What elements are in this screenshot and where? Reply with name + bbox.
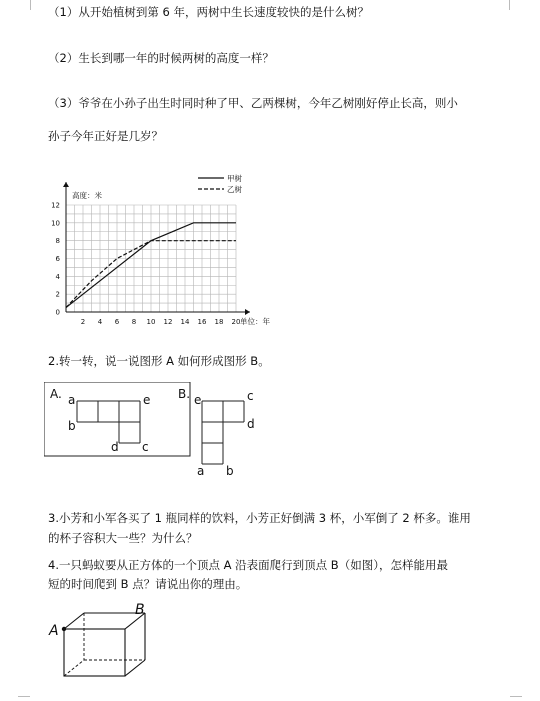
- x-tick-label: 16: [197, 318, 207, 326]
- corner-mark: [18, 696, 30, 697]
- y-tick-label: 0: [55, 308, 60, 317]
- legend-label: 甲树: [227, 174, 242, 183]
- x-tick-label: 6: [114, 318, 120, 326]
- figure-b-point: a: [197, 464, 205, 478]
- figure-a-shape: [77, 401, 140, 443]
- question-2: （2）生长到哪一年的时候两树的高度一样？: [48, 51, 274, 65]
- figure-a-title: A.: [50, 387, 62, 401]
- figure-b-point: e: [194, 393, 202, 407]
- x-tick-label: 18: [214, 318, 224, 326]
- figure-b-shape: [202, 401, 244, 464]
- figure-a-point: b: [68, 419, 76, 433]
- legend-label: 乙树: [227, 185, 242, 194]
- figure-b-title: B.: [178, 387, 191, 401]
- x-tick-label: 8: [131, 318, 137, 326]
- figure-a-point: c: [142, 440, 149, 454]
- figure-b-point: b: [226, 464, 234, 478]
- x-tick-label: 4: [97, 318, 103, 326]
- rotation-figures: [44, 382, 274, 482]
- vertex-b-label: B: [135, 602, 145, 618]
- figure-b-point: d: [247, 417, 255, 431]
- x-tick-label: 20: [231, 318, 241, 326]
- x-tick-label: 12: [163, 318, 173, 326]
- y-tick-label: 6: [55, 255, 60, 263]
- y-axis-label: 高度：米: [72, 191, 102, 200]
- corner-mark: [510, 696, 522, 697]
- corner-mark: [30, 0, 31, 10]
- vertex-a: [62, 627, 66, 631]
- y-tick-label: 2: [55, 290, 60, 299]
- corner-mark: [509, 0, 510, 10]
- question-cups-line-2: 的杯子容积大一些？为什么？: [48, 531, 198, 545]
- y-axis-arrow: [63, 182, 69, 187]
- figure-b-point: c: [247, 389, 254, 403]
- x-tick-label: 10: [146, 318, 156, 326]
- question-3-line-2: 孙子今年正好是几岁？: [48, 129, 163, 143]
- question-ant-line-2: 短的时间爬到 B 点？请说出你的理由。: [48, 577, 248, 591]
- question-rotate: 2.转一转，说一说图形 A 如何形成图形 B。: [48, 354, 270, 368]
- x-axis-label: 单位：年: [240, 317, 270, 326]
- cube-figure: [44, 600, 154, 680]
- x-tick-label: 14: [180, 318, 190, 326]
- tree-height-chart: [40, 170, 280, 330]
- question-ant-line-1: 4.一只蚂蚁要从正方体的一个顶点 A 沿表面爬行到顶点 B（如图），怎样能用最: [48, 558, 448, 572]
- y-tick-label: 10: [51, 219, 60, 228]
- y-tick-label: 12: [51, 201, 60, 210]
- question-3-line-1: （3）爷爷在小孙子出生时同时种了甲、乙两棵树，今年乙树刚好停止长高，则小: [48, 96, 458, 110]
- figure-a-point: e: [143, 393, 151, 407]
- question-1: （1）从开始植树到第 6 年，两树中生长速度较快的是什么树？: [48, 5, 369, 19]
- y-tick-label: 8: [55, 237, 60, 246]
- figure-a-point: a: [68, 393, 76, 407]
- x-axis-arrow: [245, 309, 250, 315]
- question-cups-line-1: 3.小芳和小军各买了 1 瓶同样的饮料，小芳正好倒满 3 杯，小军倒了 2 杯多。谁用: [48, 511, 471, 525]
- vertex-a-label: A: [49, 623, 59, 639]
- y-tick-label: 4: [55, 272, 60, 281]
- figure-a-point: d: [111, 440, 119, 454]
- x-tick-label: 2: [80, 318, 86, 326]
